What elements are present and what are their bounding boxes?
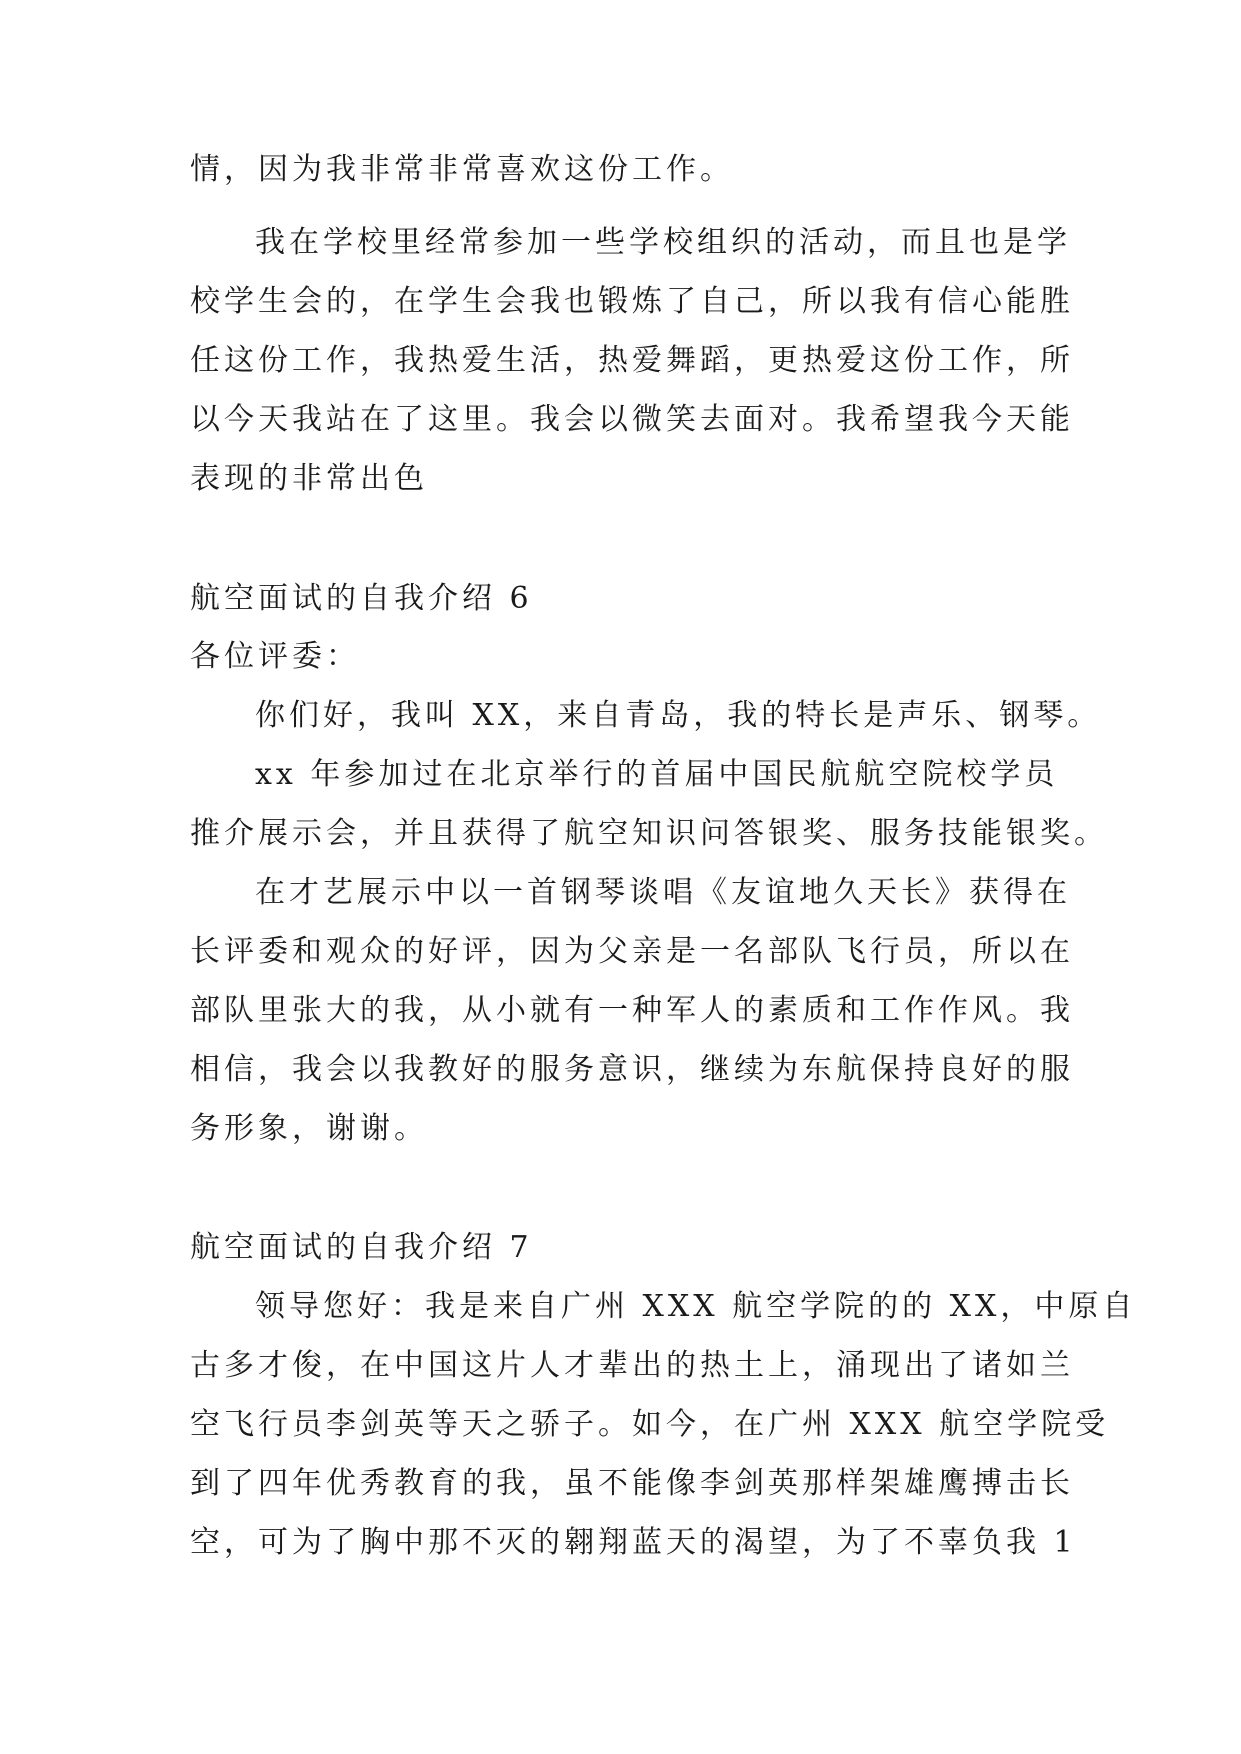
- text-line: 到了四年优秀教育的我，虽不能像李剑英那样架雄鹰搏击长: [190, 1466, 1074, 1501]
- text-line: 我在学校里经常参加一些学校组织的活动，而且也是学: [255, 225, 1071, 260]
- text-line: xx 年参加过在北京举行的首届中国民航航空院校学员: [255, 757, 1059, 792]
- text-line: 校学生会的，在学生会我也锻炼了自己，所以我有信心能胜: [190, 284, 1074, 319]
- text-line: 相信，我会以我教好的服务意识，继续为东航保持良好的服: [190, 1052, 1074, 1087]
- text-line: 务形象，谢谢。: [190, 1111, 428, 1146]
- section-heading: 航空面试的自我介绍 6: [190, 581, 533, 616]
- text-line: 情，因为我非常非常喜欢这份工作。: [190, 152, 734, 187]
- section-heading: 航空面试的自我介绍 7: [190, 1230, 533, 1265]
- text-line: 领导您好：我是来自广州 XXX 航空学院的的 XX，中原自: [255, 1289, 1137, 1324]
- text-line: 空飞行员李剑英等天之骄子。如今，在广州 XXX 航空学院受: [190, 1407, 1110, 1442]
- text-line: 古多才俊，在中国这片人才辈出的热土上，涌现出了诸如兰: [190, 1348, 1074, 1383]
- text-line: 空，可为了胸中那不灭的翱翔蓝天的渴望，为了不辜负我 1: [190, 1525, 1077, 1560]
- text-line: 在才艺展示中以一首钢琴谈唱《友谊地久天长》获得在: [255, 875, 1071, 910]
- text-line: 任这份工作，我热爱生活，热爱舞蹈，更热爱这份工作，所: [190, 343, 1074, 378]
- text-line: 以今天我站在了这里。我会以微笑去面对。我希望我今天能: [190, 402, 1074, 437]
- text-line: 部队里张大的我，从小就有一种军人的素质和工作作风。我: [190, 993, 1074, 1028]
- text-line: 长评委和观众的好评，因为父亲是一名部队飞行员，所以在: [190, 934, 1074, 969]
- salutation: 各位评委：: [190, 639, 360, 674]
- text-line: 推介展示会，并且获得了航空知识问答银奖、服务技能银奖。: [190, 816, 1108, 851]
- text-line: 表现的非常出色: [190, 461, 428, 496]
- text-line: 你们好，我叫 XX，来自青岛，我的特长是声乐、钢琴。: [255, 698, 1102, 733]
